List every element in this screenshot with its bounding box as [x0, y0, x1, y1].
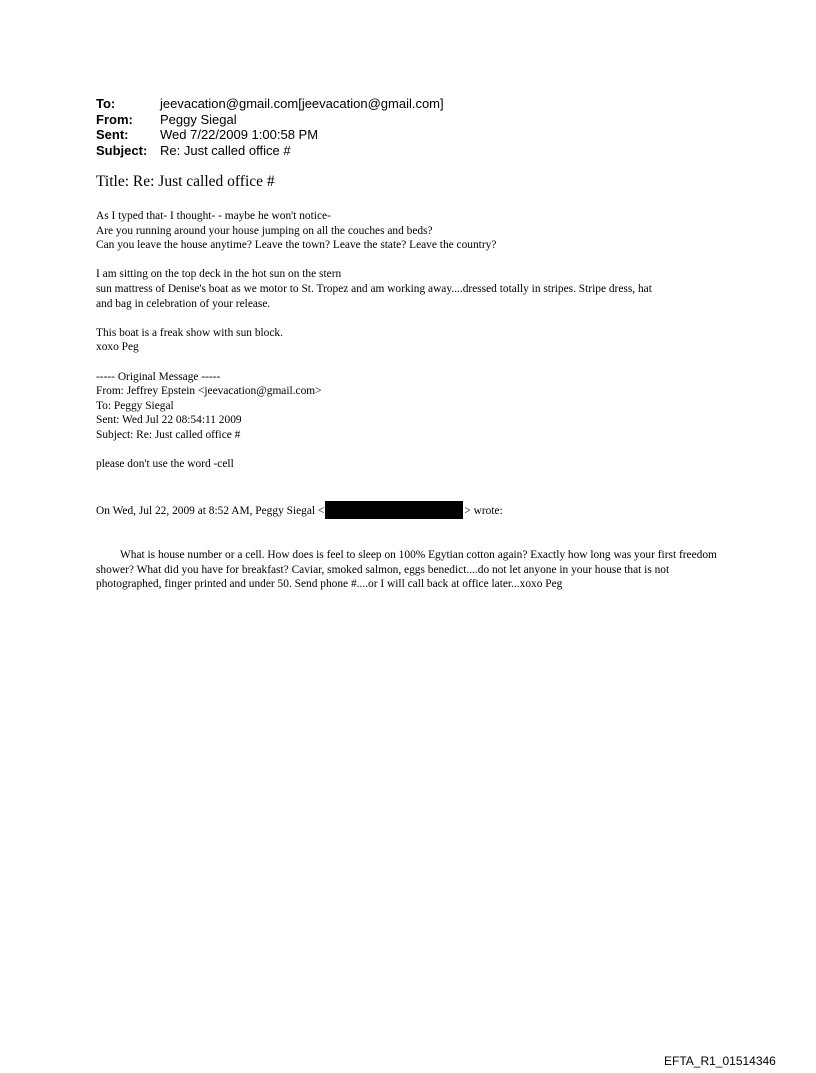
- email-title: Title: Re: Just called office #: [96, 173, 275, 190]
- subject-row: [96, 143, 444, 159]
- to-label: To:: [96, 96, 116, 111]
- email-header: [96, 96, 444, 158]
- original-sent: Sent: Wed Jul 22 08:54:11 2009: [96, 414, 242, 427]
- to-row: [96, 96, 444, 112]
- body-line: and bag in celebration of your release.: [96, 297, 271, 310]
- quoted-message: What is house number or a cell. How does is feel to sleep on 100% Egytian cotton again? Exactly how long was your first freedom shower? What did you have for breakfast? Caviar, smoked salmon, eggs benedict....do not let anyone in your house that is not photographed, finger printed and under 50. Send phone #....or I will call back at office later...xoxo Peg: [96, 549, 717, 591]
- paragraph-3: [96, 326, 726, 355]
- original-from: From: Jeffrey Epstein <jeevacation@gmail.com>: [96, 385, 322, 398]
- paragraph-1: [96, 209, 726, 253]
- to-value: jeevacation@gmail.com[jeevacation@gmail.com]: [160, 96, 444, 111]
- body-line: Can you leave the house anytime? Leave the town? Leave the state? Leave the country?: [96, 239, 497, 252]
- body-line: This boat is a freak show with sun block.: [96, 326, 283, 339]
- on-wrote-line: [96, 501, 726, 519]
- redaction-box: [325, 501, 463, 519]
- body-line: As I typed that- I thought- - maybe he won't notice-: [96, 210, 331, 222]
- body-line: Are you running around your house jumping on all the couches and beds?: [96, 224, 433, 237]
- original-to: To: Peggy Siegal: [96, 399, 174, 412]
- body-line: sun mattress of Denise's boat as we motor to St. Tropez and am working away....dressed totally in stripes. Stripe dress, hat: [96, 282, 652, 295]
- body-line: xoxo Peg: [96, 341, 139, 354]
- sent-row: [96, 127, 444, 143]
- body-line: I am sitting on the top deck in the hot sun on the stern: [96, 268, 342, 281]
- email-body: [96, 209, 726, 606]
- from-label: From:: [96, 111, 133, 127]
- reply-paragraph: [96, 457, 726, 472]
- subject-label: Subject:: [96, 142, 148, 158]
- original-message: [96, 370, 726, 443]
- reply-line: please don't use the word -cell: [96, 458, 234, 471]
- subject-value: Re: Just called office #: [160, 142, 291, 158]
- paragraph-2: [96, 267, 726, 311]
- sent-label: Sent:: [96, 127, 129, 142]
- original-subject: Subject: Re: Just called office #: [96, 428, 241, 441]
- from-value: Peggy Siegal: [160, 111, 237, 127]
- from-row: [96, 112, 444, 128]
- original-message-divider: ----- Original Message -----: [96, 370, 221, 383]
- sent-value: Wed 7/22/2009 1:00:58 PM: [160, 127, 319, 142]
- document-id: EFTA_R1_01514346: [664, 1054, 776, 1068]
- on-wrote-suffix: > wrote:: [464, 504, 503, 517]
- on-wrote-prefix: On Wed, Jul 22, 2009 at 8:52 AM, Peggy Siegal <: [96, 504, 325, 517]
